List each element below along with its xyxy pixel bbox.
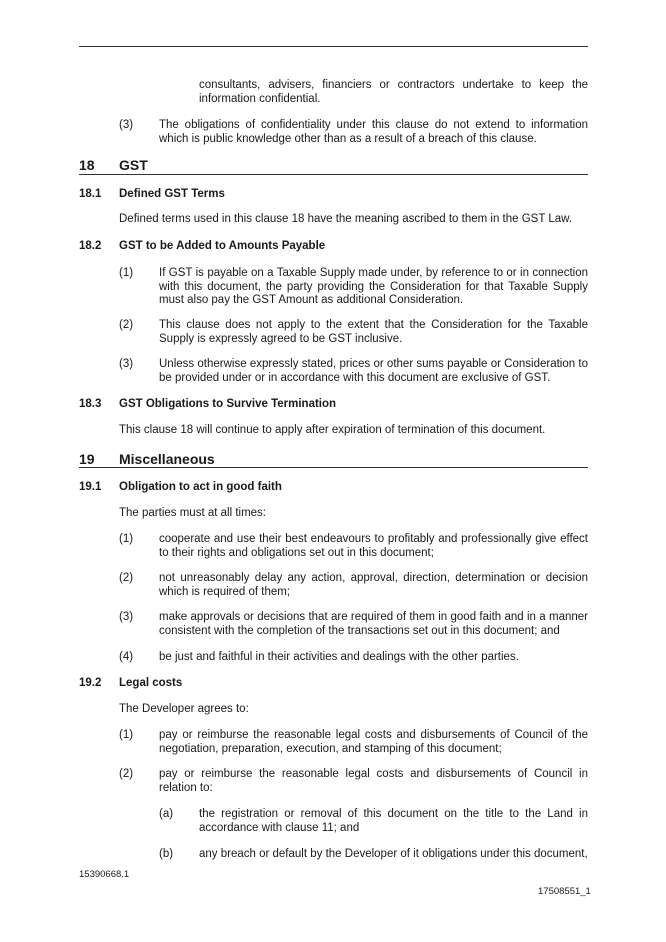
list-number: (4) (119, 651, 134, 663)
subsection-number: 18.2 (79, 240, 102, 252)
sublist-item-text: the registration or removal of this document on the title to the Land in accordance with clause 11; and (199, 808, 588, 834)
section-title: Miscellaneous (119, 451, 215, 467)
paragraph: This clause 18 will continue to apply after expiration of termination of this document. (119, 424, 546, 436)
header-rule (79, 46, 588, 47)
subsection-title: Obligation to act in good faith (119, 481, 282, 493)
section-number: 19 (79, 451, 95, 467)
subsection-number: 18.3 (79, 398, 102, 410)
section-title: GST (119, 157, 148, 173)
list-number: (2) (119, 319, 134, 331)
subsection-number: 19.1 (79, 481, 102, 493)
list-item-text: If GST is payable on a Taxable Supply made under, by reference to or in connection with this document, the party providing the Consideration for that Taxable Supply must also pay the GST Amount as additional Consideration. (159, 267, 588, 306)
list-item-text: make approvals or decisions that are required of them in good faith and in a manner consistent with the completion of the transactions set out in this document; and (159, 611, 588, 637)
list-number: (2) (119, 572, 134, 584)
sublist-item-text: any breach or default by the Developer of it obligations under this document, (199, 848, 588, 860)
footer-doc-number-right: 17508551_1 (538, 886, 591, 897)
list-item-text: Unless otherwise expressly stated, prices or other sums payable or Consideration to be provided under or in accordance with this document are exclusive of GST. (159, 358, 588, 384)
list-number: (2) (119, 768, 134, 780)
section-rule (79, 467, 588, 468)
paragraph: Defined terms used in this clause 18 have the meaning ascribed to them in the GST Law. (119, 213, 573, 225)
section-rule (79, 174, 588, 175)
paragraph: The parties must at all times: (119, 507, 266, 519)
list-number: (1) (119, 267, 134, 279)
list-item-text: pay or reimburse the reasonable legal costs and disbursements of Council of the negotiation, preparation, execution, and stamping of this document; (159, 729, 588, 755)
paragraph: The Developer agrees to: (119, 703, 249, 715)
list-item-text: The obligations of confidentiality under this clause do not extend to information which is public knowledge other than as a result of a breach of this clause. (159, 119, 588, 145)
section-number: 18 (79, 157, 95, 173)
subsection-number: 18.1 (79, 188, 102, 200)
list-number: (1) (119, 729, 134, 741)
list-item-text: not unreasonably delay any action, approval, direction, determination or decision which is required of them; (159, 572, 588, 598)
sublist-letter: (a) (159, 808, 174, 820)
sublist-letter: (b) (159, 848, 174, 860)
subsection-title: Legal costs (119, 677, 183, 689)
list-number: (3) (119, 119, 134, 131)
list-item-text: be just and faithful in their activities and dealings with the other parties. (159, 651, 519, 663)
list-number: (3) (119, 611, 134, 623)
list-number: (1) (119, 533, 134, 545)
subsection-title: GST to be Added to Amounts Payable (119, 240, 326, 252)
continuation-paragraph: consultants, advisers, financiers or contractors undertake to keep the information confidential. (199, 79, 588, 105)
list-number: (3) (119, 358, 134, 370)
footer-doc-number-left: 15390668.1 (79, 869, 130, 880)
list-item-text: cooperate and use their best endeavours to profitably and professionally give effect to their rights and obligations set out in this document; (159, 533, 588, 559)
list-item-text: This clause does not apply to the extent that the Consideration for the Taxable Supply is expressly agreed to be GST inclusive. (159, 319, 588, 345)
subsection-title: GST Obligations to Survive Termination (119, 398, 337, 410)
subsection-title: Defined GST Terms (119, 188, 225, 200)
list-item-text: pay or reimburse the reasonable legal costs and disbursements of Council in relation to: (159, 768, 588, 794)
subsection-number: 19.2 (79, 677, 102, 689)
